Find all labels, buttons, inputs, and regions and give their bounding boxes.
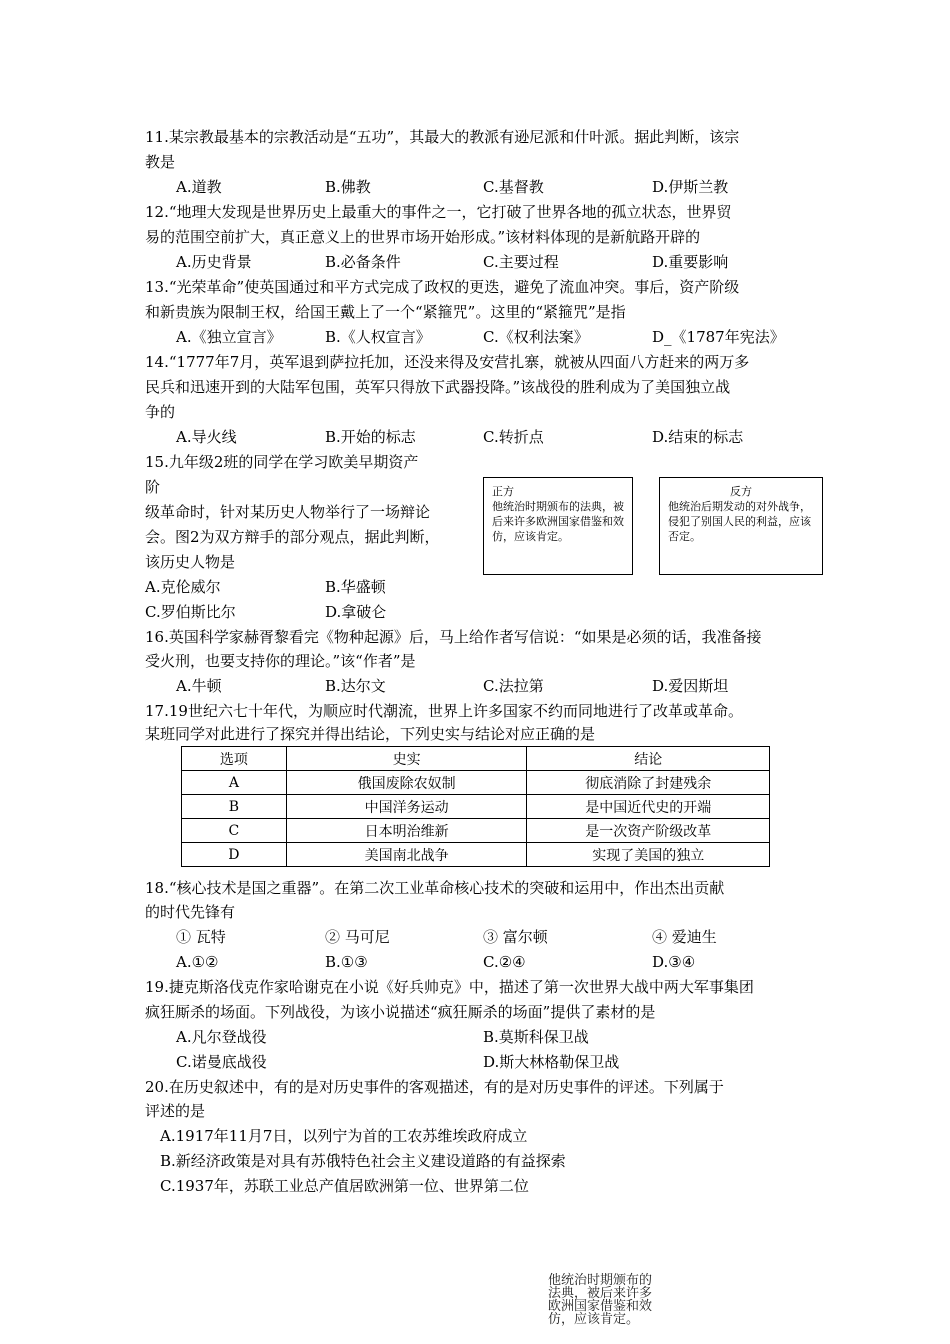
q14-option-b: B.开始的标志 (325, 428, 416, 446)
q15-stem-line2: 阶 (145, 478, 161, 496)
q15-stem-line3: 级革命时，针对某历史人物举行了一场辩论 (145, 503, 431, 521)
stray-line: 法典，被后来许多 (548, 1286, 653, 1301)
table-cell: 实现了美国的独立 (527, 843, 770, 867)
q13-option-b: B.《人权宣言》 (325, 328, 431, 346)
q16-option-a: A.牛顿 (176, 677, 222, 695)
table-cell: 彻底消除了封建残余 (527, 771, 770, 795)
q18-option-c: C.②④ (483, 953, 526, 971)
q15-stem-line1: 15.九年级2班的同学在学习欧美早期资产 (145, 453, 419, 471)
q16-option-b: B.达尔文 (325, 677, 386, 695)
q20-stem-line1: 20.在历史叙述中，有的是对历史事件的客观描述，有的是对历史事件的评述。下列属于 (145, 1078, 724, 1096)
q19-option-b: B.莫斯科保卫战 (483, 1028, 589, 1046)
q13-option-d: D_《1787年宪法》 (652, 328, 785, 346)
table-cell: A (182, 771, 287, 795)
q11-option-c: C.基督教 (483, 178, 544, 196)
stray-line: 欧洲国家借鉴和效 (548, 1299, 653, 1314)
q15-option-b: B.华盛顿 (325, 578, 386, 596)
q17-stem-line1: 17.19世纪六七十年代，为顺应时代潮流，世界上许多国家不约而同地进行了改革或革命。 (145, 702, 743, 720)
q20-option-a: A.1917年11月7日，以列宁为首的工农苏维埃政府成立 (160, 1127, 528, 1145)
q18-item-4: ④ 爱迪生 (652, 928, 717, 946)
pro-side-box (483, 477, 633, 575)
q13-stem-line1: 13.“光荣革命”使英国通过和平方式完成了政权的更迭，避免了流血冲突。事后，资产阶级 (145, 278, 740, 296)
q11-option-a: A.道教 (176, 178, 222, 196)
q17-stem-line2: 某班同学对此进行了探究并得出结论，下列史实与结论对应正确的是 (145, 725, 596, 743)
q13-stem-line2: 和新贵族为限制王权，给国王戴上了一个“紧箍咒”。这里的“紧箍咒”是指 (145, 303, 626, 321)
q18-item-2: ② 马可尼 (325, 928, 390, 946)
table-row (182, 819, 770, 843)
table-row (182, 843, 770, 867)
q20-option-c: C.1937年，苏联工业总产值居欧洲第一位、世界第二位 (160, 1177, 529, 1195)
stray-line: 他统治时期颁布的 (548, 1273, 653, 1288)
q18-option-b: B.①③ (325, 953, 368, 971)
con-side-text: 他统治后期发动的对外战争，侵犯了别国人民的利益，应该否定。 (668, 500, 811, 543)
q19-option-d: D.斯大林格勒保卫战 (483, 1053, 620, 1071)
table-cell: C (182, 819, 287, 843)
table-cell: B (182, 795, 287, 819)
table-cell: 中国洋务运动 (286, 795, 527, 819)
history-conclusion-table (181, 746, 770, 867)
q19-option-a: A.凡尔登战役 (176, 1028, 267, 1046)
q11-stem-line1: 11.某宗教最基本的宗教活动是“五功”，其最大的教派有逊尼派和什叶派。据此判断，该宗 (145, 128, 740, 146)
table-cell: D (182, 843, 287, 867)
q16-stem-line2: 受火刑，也要支持你的理论。”该“作者”是 (145, 652, 416, 670)
q20-stem-line2: 评述的是 (145, 1102, 206, 1120)
q18-option-a: A.①② (176, 953, 219, 971)
q18-stem-line1: 18.“核心技术是国之重器”。在第二次工业革命核心技术的突破和运用中，作出杰出贡献 (145, 879, 725, 897)
table-cell: 是一次资产阶级改革 (527, 819, 770, 843)
q15-stem-line5: 该历史人物是 (145, 553, 236, 571)
q12-option-a: A.历史背景 (176, 253, 252, 271)
table-header-cell: 选项 (182, 747, 287, 771)
table-row (182, 771, 770, 795)
q18-option-d: D.③④ (652, 953, 696, 971)
table-cell: 俄国废除农奴制 (286, 771, 527, 795)
q16-stem-line1: 16.英国科学家赫胥黎看完《物种起源》后，马上给作者写信说：“如果是必须的话，我准备接 (145, 628, 762, 646)
q14-stem-line3: 争的 (145, 403, 176, 421)
q15-option-a: A.克伦威尔 (145, 578, 221, 596)
table-cell: 是中国近代史的开端 (527, 795, 770, 819)
table-header-cell: 结论 (527, 747, 770, 771)
q14-stem-line2: 民兵和迅速开到的大陆军包围，英军只得放下武器投降。”该战役的胜利成为了美国独立战 (145, 378, 731, 396)
q15-stem-line4: 会。图2为双方辩手的部分观点，据此判断， (145, 528, 440, 546)
q18-item-1: ① 瓦特 (176, 928, 226, 946)
q15-option-c: C.罗伯斯比尔 (145, 603, 236, 621)
q13-option-a: A.《独立宣言》 (176, 328, 282, 346)
q12-stem-line1: 12.“地理大发现是世界历史上最重大的事件之一，它打破了世界各地的孤立状态，世界贸 (145, 203, 732, 221)
q14-stem-line1: 14.“1777年7月，英军退到萨拉托加，还没来得及安营扎寨，就被从四面八方赶来的两万多 (145, 353, 750, 371)
table-header-cell: 史实 (286, 747, 527, 771)
q18-item-3: ③ 富尔顿 (483, 928, 548, 946)
q16-option-d: D.爱因斯坦 (652, 677, 729, 695)
q14-option-c: C.转折点 (483, 428, 544, 446)
q11-option-b: B.佛教 (325, 178, 371, 196)
q14-option-d: D.结束的标志 (652, 428, 744, 446)
q12-option-d: D.重要影响 (652, 253, 729, 271)
q19-stem-line1: 19.捷克斯洛伐克作家哈谢克在小说《好兵帅克》中，描述了第一次世界大战中两大军事集团 (145, 978, 754, 996)
q19-option-c: C.诺曼底战役 (176, 1053, 267, 1071)
q19-stem-line2: 疯狂厮杀的场面。下列战役，为该小说描述“疯狂厮杀的场面”提供了素材的是 (145, 1003, 656, 1021)
pro-side-title: 正方 (492, 485, 514, 498)
q13-option-c: C.《权利法案》 (483, 328, 589, 346)
table-cell: 日本明治维新 (286, 819, 527, 843)
pro-side-text: 他统治时期颁布的法典，被后来许多欧洲国家借鉴和效仿，应该肯定。 (492, 500, 624, 543)
q11-stem-line2: 教是 (145, 153, 176, 171)
con-side-title: 反方 (730, 485, 752, 498)
table-header-row (182, 747, 770, 771)
q12-option-b: B.必备条件 (325, 253, 401, 271)
q16-option-c: C.法拉第 (483, 677, 544, 695)
q14-option-a: A.导火线 (176, 428, 237, 446)
table-row (182, 795, 770, 819)
stray-line: 仿，应该肯定。 (548, 1312, 640, 1327)
q12-stem-line2: 易的范围空前扩大，真正意义上的世界市场开始形成。”该材料体现的是新航路开辟的 (145, 228, 701, 246)
q15-option-d: D.拿破仑 (325, 603, 387, 621)
q12-option-c: C.主要过程 (483, 253, 559, 271)
q20-option-b: B.新经济政策是对具有苏俄特色社会主义建设道路的有益探索 (160, 1152, 566, 1170)
q11-option-d: D.伊斯兰教 (652, 178, 729, 196)
table-cell: 美国南北战争 (286, 843, 527, 867)
q18-stem-line2: 的时代先锋有 (145, 903, 236, 921)
con-side-box (659, 477, 823, 575)
